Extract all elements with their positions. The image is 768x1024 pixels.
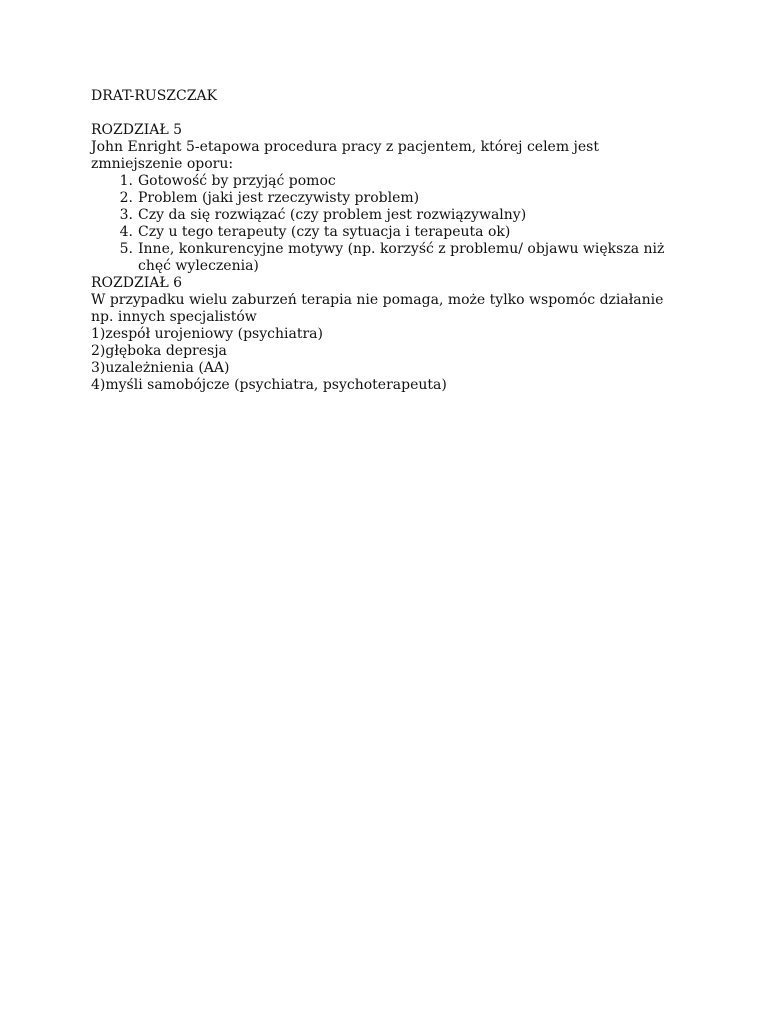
- list-item-number: 5.: [119, 241, 133, 257]
- list-item-text: Czy u tego terapeuty (czy ta sytuacja i terapeuta ok): [138, 224, 511, 240]
- list-item-text: Gotowość by przyjąć pomoc: [138, 173, 336, 189]
- chapter-5-title: ROZDZIAŁ 5: [91, 122, 183, 138]
- chapter-6-item: 2)głęboka depresja: [91, 343, 227, 359]
- document-page: [91, 88, 691, 394]
- list-item-number: 3.: [119, 207, 133, 223]
- list-item-number: 4.: [119, 224, 133, 240]
- list-item-number: 1.: [119, 173, 133, 189]
- list-item-number: 2.: [119, 190, 133, 206]
- list-item-text: Problem (jaki jest rzeczywisty problem): [138, 190, 420, 206]
- list-item: [91, 190, 678, 207]
- list-item: [91, 224, 678, 241]
- chapter-6-title: ROZDZIAŁ 6: [91, 275, 183, 291]
- document-header: DRAT-RUSZCZAK: [91, 88, 218, 104]
- list-item: [91, 207, 678, 224]
- chapter-6-intro: W przypadku wielu zaburzeń terapia nie pomaga, może tylko wspomóc działanie np. innych specjalistów: [91, 292, 664, 325]
- list-item-text: Czy da się rozwiązać (czy problem jest rozwiązywalny): [138, 207, 527, 223]
- chapter-5-intro: John Enright 5-etapowa procedura pracy z pacjentem, której celem jest zmniejszenie oporu:: [91, 139, 599, 172]
- chapter-5-steps-list: [91, 173, 691, 275]
- chapter-6-item: 1)zespół urojeniowy (psychiatra): [91, 326, 323, 342]
- chapter-6-item: 3)uzależnienia (AA): [91, 360, 230, 376]
- chapter-6-item: 4)myśli samobójcze (psychiatra, psychoterapeuta): [91, 377, 447, 393]
- list-item: [91, 241, 678, 275]
- list-item: [91, 173, 678, 190]
- list-item-text: Inne, konkurencyjne motywy (np. korzyść z problemu/ objawu większa niż chęć wyleczenia): [138, 241, 665, 274]
- blank-line: [91, 105, 691, 122]
